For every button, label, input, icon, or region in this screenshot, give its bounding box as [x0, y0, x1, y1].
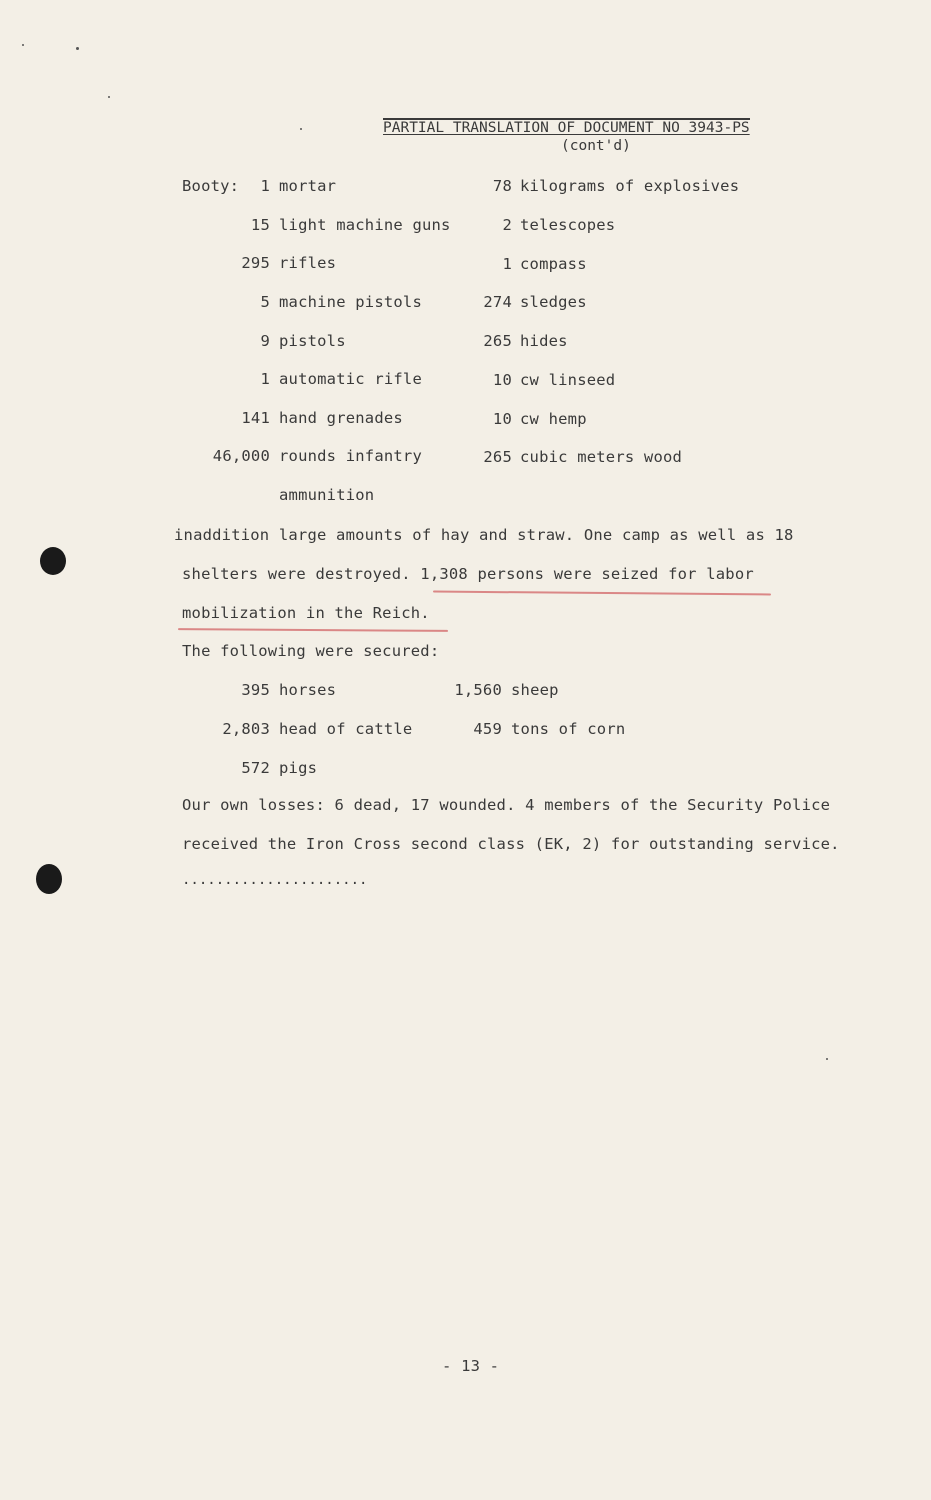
paper-speck — [108, 96, 110, 98]
booty-left-item: pistols — [279, 332, 346, 350]
booty-right-qty: 10 — [492, 410, 512, 428]
secured-left-qty: 572 — [241, 759, 270, 777]
secured-right-qty: 1,560 — [454, 681, 502, 699]
secured-left-item: head of cattle — [279, 720, 413, 738]
paper-speck — [22, 44, 24, 46]
secured-right-item: sheep — [511, 681, 559, 699]
losses-line-1: Our own losses: 6 dead, 17 wounded. 4 members of the Security Police — [182, 796, 831, 814]
secured-left-item: horses — [279, 681, 337, 699]
booty-left-qty: 1 — [260, 177, 270, 195]
losses-line-2: received the Iron Cross second class (EK, 2) for outstanding service. — [182, 835, 840, 853]
booty-left-qty: 9 — [260, 332, 270, 350]
booty-right-item: kilograms of explosives — [520, 177, 740, 195]
booty-right-item: cubic meters wood — [520, 448, 683, 466]
booty-left-qty: 46,000 — [212, 447, 270, 465]
booty-right-item: hides — [520, 332, 568, 350]
document-subtitle: (cont'd) — [561, 138, 631, 154]
booty-right-item: compass — [520, 255, 587, 273]
red-pencil-underline — [178, 628, 448, 632]
booty-left-item: light machine guns — [279, 216, 451, 234]
booty-right-item: cw linseed — [520, 371, 616, 389]
booty-left-qty: 5 — [260, 293, 270, 311]
secured-left-item: pigs — [279, 759, 318, 777]
booty-left-qty: 295 — [241, 254, 270, 272]
booty-left-item: hand grenades — [279, 409, 403, 427]
secured-left-qty: 395 — [241, 681, 270, 699]
punch-hole-bottom — [36, 864, 62, 894]
secured-right-item: tons of corn — [511, 720, 626, 738]
document-title: PARTIAL TRANSLATION OF DOCUMENT NO 3943-PS — [383, 120, 750, 136]
paragraph-line-2: shelters were destroyed. 1,308 persons were seized for labor — [182, 565, 754, 583]
booty-right-item: sledges — [520, 293, 587, 311]
secured-right-qty: 459 — [473, 720, 502, 738]
booty-left-item: machine pistols — [279, 293, 422, 311]
booty-left-item: rifles — [279, 254, 337, 272]
secured-left-qty: 2,803 — [222, 720, 270, 738]
page-number: - 13 - — [442, 1357, 500, 1375]
booty-left-item: rounds infantry — [279, 447, 422, 465]
booty-right-item: cw hemp — [520, 410, 587, 428]
booty-right-qty: 78 — [492, 177, 512, 195]
booty-right-qty: 1 — [502, 255, 512, 273]
punch-hole-top — [40, 547, 66, 575]
booty-label: Booty: — [182, 177, 240, 195]
dotted-separator: ...................... — [182, 872, 368, 888]
booty-right-qty: 10 — [492, 371, 512, 389]
booty-right-item: telescopes — [520, 216, 616, 234]
booty-right-qty: 265 — [483, 332, 512, 350]
booty-left-qty: 1 — [260, 370, 270, 388]
secured-intro: The following were secured: — [182, 642, 440, 660]
booty-left-qty: 141 — [241, 409, 270, 427]
booty-right-qty: 2 — [502, 216, 512, 234]
booty-right-qty: 265 — [483, 448, 512, 466]
paper-speck — [300, 128, 302, 130]
paragraph-line-3: mobilization in the Reich. — [182, 604, 430, 622]
booty-left-item: mortar — [279, 177, 337, 195]
booty-right-qty: 274 — [483, 293, 512, 311]
booty-left-continuation: ammunition — [279, 486, 375, 504]
red-pencil-underline — [433, 591, 771, 596]
booty-left-qty: 15 — [250, 216, 270, 234]
paper-speck — [826, 1058, 828, 1060]
paragraph-line-1: inaddition large amounts of hay and straw. One camp as well as 18 — [174, 526, 794, 544]
booty-left-item: automatic rifle — [279, 370, 422, 388]
paper-speck — [76, 47, 79, 50]
